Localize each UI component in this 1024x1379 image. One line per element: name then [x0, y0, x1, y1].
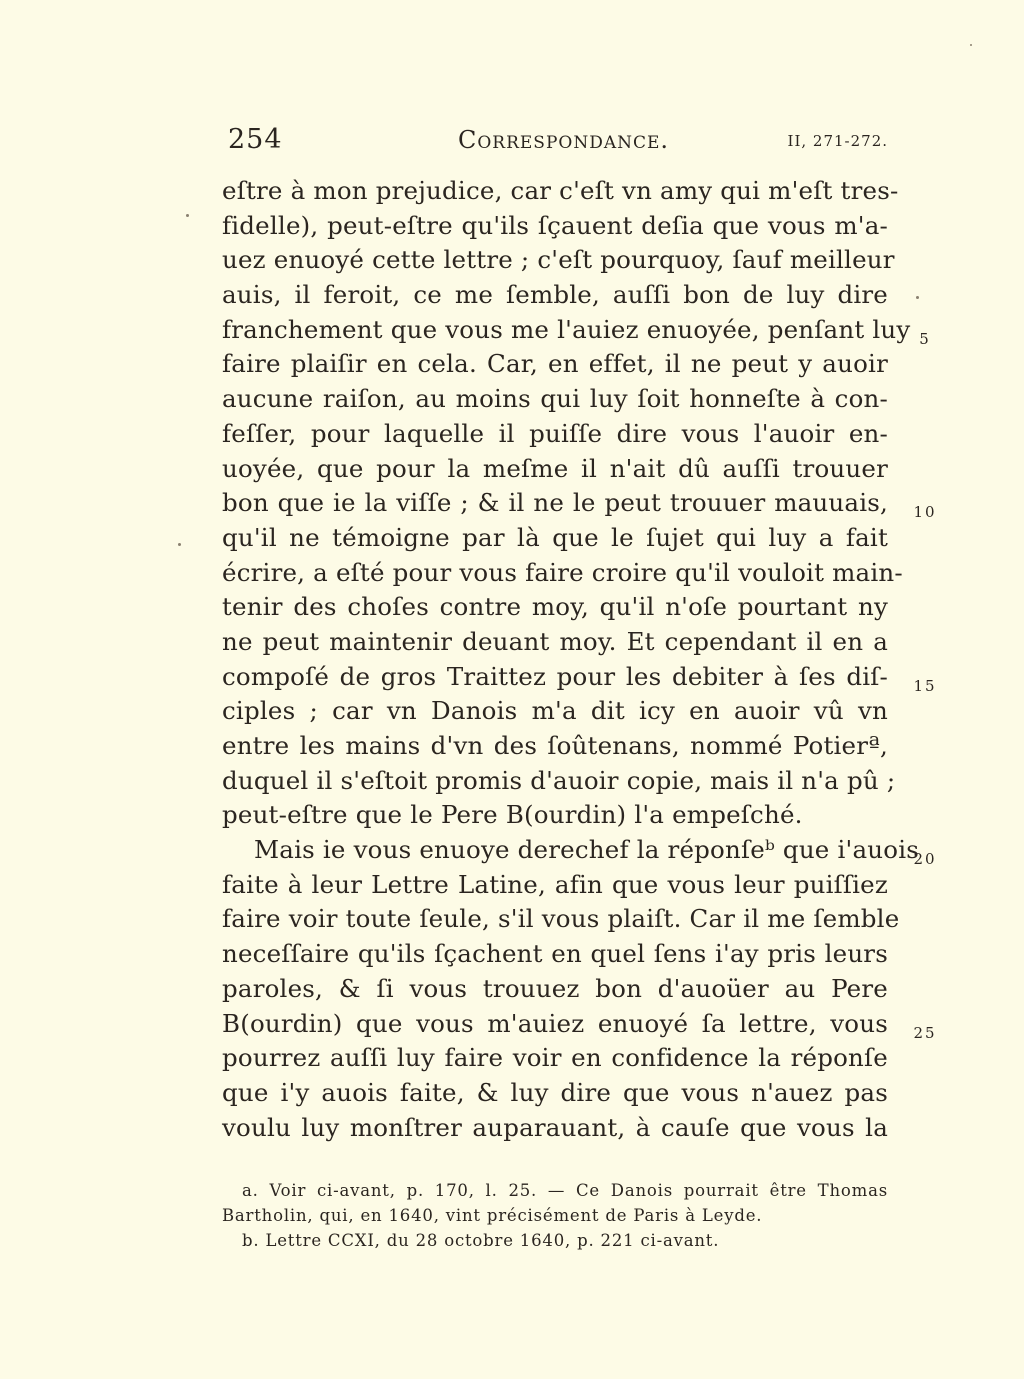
- text-line: qu'il ne témoigne par là que le ſujet qui luy a fait: [222, 522, 888, 552]
- body-text: [222, 174, 919, 1145]
- text-line: duquel il s'eſtoit promis d'auoir copie, mais il n'a pû ;: [222, 765, 896, 795]
- footnotes: [222, 1178, 888, 1253]
- text-line: faite à leur Lettre Latine, afin que vous leur puiſſiez: [222, 869, 888, 899]
- text-line: que i'y auois faite, & luy dire que vous n'auez pas: [222, 1077, 888, 1107]
- text-line: écrire, a eſté pour vous faire croire qu'il vouloit main-: [222, 557, 903, 587]
- text-line: franchement que vous me l'auiez enuoyée, penſant luy: [222, 314, 911, 344]
- line-number: 25: [913, 1024, 937, 1042]
- text-line: paroles, & ſi vous trouuez bon d'auoüer au Pere: [222, 973, 888, 1003]
- footnote: Bartholin, qui, en 1640, vint précisément de Paris à Leyde.: [222, 1206, 763, 1225]
- text-line: peut-eſtre que le Pere B(ourdin) l'a empeſché.: [222, 800, 803, 830]
- text-line: faire plaiſir en cela. Car, en effet, il ne peut y auoir: [222, 349, 888, 379]
- text-line: uoyée, que pour la meſme il n'ait dû auſſi trouuer: [222, 453, 888, 483]
- running-title: Correspondance.: [458, 126, 670, 154]
- line-number: 5: [919, 330, 931, 348]
- text-line: neceſſaire qu'ils ſçachent en quel ſens i'ay pris leurs: [222, 939, 888, 969]
- paper-speck: [916, 296, 919, 299]
- text-line: compoſé de gros Traittez pour les debiter à ſes diſ-: [222, 661, 888, 691]
- page-number: 254: [228, 124, 283, 155]
- paper-speck: [970, 44, 972, 46]
- footnote: b. Lettre CCXI, du 28 octobre 1640, p. 221 ci-avant.: [242, 1231, 720, 1250]
- text-line: B(ourdin) que vous m'auiez enuoyé ſa lettre, vous: [222, 1008, 888, 1038]
- text-line: pourrez auſſi luy faire voir en confidence la réponſe: [222, 1043, 888, 1073]
- line-number: 20: [913, 850, 937, 868]
- line-number: 15: [913, 677, 937, 695]
- text-line: bon que ie la viſſe ; & il ne le peut trouuer mauuais,: [222, 488, 888, 518]
- text-line: Mais ie vous enuoye derechef la réponſeᵇ que i'auois: [254, 835, 919, 865]
- section-reference: II, 271-272.: [787, 132, 888, 150]
- text-line: faire voir toute ſeule, s'il vous plaiſt. Car il me ſemble: [222, 904, 900, 934]
- line-number: 10: [913, 503, 937, 521]
- text-line: fidelle), peut-eſtre qu'ils ſçauent deſia que vous m'a-: [222, 210, 888, 240]
- text-line: feſſer, pour laquelle il puiſſe dire vous l'auoir en-: [222, 418, 888, 448]
- text-line: eſtre à mon prejudice, car c'eſt vn amy qui m'eſt tres-: [222, 176, 899, 205]
- text-line: tenir des choſes contre moy, qu'il n'oſe pourtant ny: [222, 592, 888, 622]
- text-line: uez enuoyé cette lettre ; c'eſt pourquoy, ſauf meilleur: [222, 245, 895, 275]
- text-line: auis, il feroit, ce me ſemble, auſſi bon de luy dire: [222, 280, 888, 310]
- text-line: voulu luy monſtrer auparauant, à cauſe que vous la: [222, 1112, 888, 1142]
- page-header: [222, 124, 888, 164]
- text-line: aucune raiſon, au moins qui luy ſoit honneſte à con-: [222, 384, 888, 414]
- text-line: ne peut maintenir deuant moy. Et cependant il en a: [222, 626, 888, 656]
- text-line: ciples ; car vn Danois m'a dit icy en auoir vû vn: [222, 696, 888, 726]
- text-line: entre les mains d'vn des ſoûtenans, nommé Potierª,: [222, 731, 888, 760]
- paper-speck: [186, 214, 189, 217]
- paper-speck: [178, 543, 181, 546]
- footnote: a. Voir ci-avant, p. 170, l. 25. — Ce Danois pourrait être Thomas: [242, 1181, 888, 1200]
